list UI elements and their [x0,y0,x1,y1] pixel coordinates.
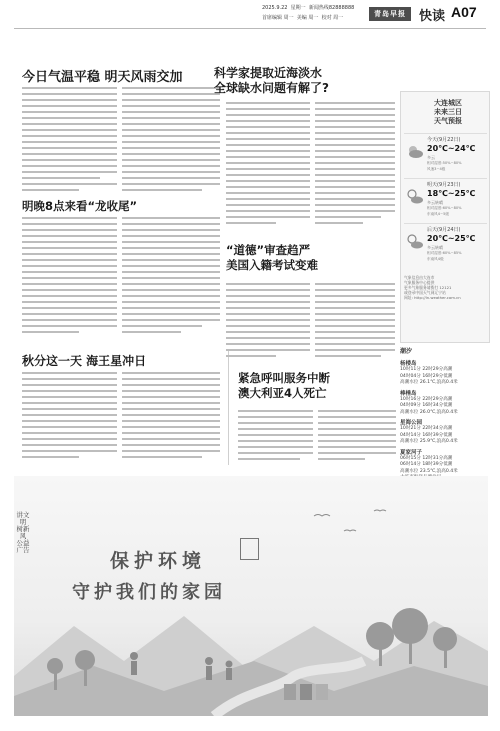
weather-title-line-3: 天气预报 [434,117,462,125]
partly-sunny-icon [405,187,425,207]
tide-row: 高潮水位 25.9℃,浪高0.4米 [400,439,458,444]
article-5-body-col-2 [315,283,395,365]
newspaper-logo: 青岛早报 [369,7,411,21]
weather-condition: 多云转晴 [427,245,443,250]
weather-source-line: 气象服务中心提供 [404,280,435,285]
article-5-title [226,243,318,273]
ad-seal-stamp [240,538,259,560]
tide-row: 06时14分 18时39分低潮 [400,462,453,467]
tide-row: 高潮水位 26.1℃,浪高0.4米 [400,380,458,385]
tide-row: 04时14分 16时39分低潮 [400,432,453,438]
weather-humidity: 相对湿度:50%~80% [427,161,462,165]
weather-source-line: 更多气象服务请拨打 12121 [404,285,452,290]
tide-row: 06时15分 12时31分高潮 [400,455,453,461]
weather-title-line-1: 大连城区 [434,99,462,107]
page-number: A07 [451,4,477,20]
weather-temp: 20℃~25℃ [427,234,476,243]
weather-source [404,275,487,300]
article-1-body-col-2 [122,87,220,197]
tide-row: 10时11分 22时29分高潮 [400,367,453,372]
header-rule [14,28,486,29]
article-5-title-line-2: 美国入籍考试变难 [226,258,318,272]
weather-day-label: 明天(9月23日) [427,182,461,188]
header-meta-line-1: 2025.9.22 星期一 新闻热线82888888 [262,5,355,11]
article-6-title-line-1: 紧急呼叫服务中断 [238,371,330,385]
article-2-body-col-2 [122,217,220,342]
ad-title-line-1: 保护环境 [110,550,207,572]
partly-sunny-icon [405,232,425,252]
weather-humidity: 相对湿度:60%~80% [427,206,462,210]
weather-temp: 18℃~25℃ [427,189,476,198]
weather-temp: 20℃~24℃ [427,144,476,153]
article-4-body-col-2 [315,102,395,230]
tide-table [400,346,490,488]
weather-wind: 东南风4级 [427,257,444,261]
tide-row: 04时04分 16时29分低潮 [400,373,453,379]
article-6-title-line-2: 澳大利亚4人死亡 [238,386,327,400]
weather-source-line: 或登录中国天气网辽宁站 [404,290,446,295]
ad-side-caption: 讲文明 树新风 公益广告 [16,511,30,554]
tide-row: 高潮水位 23.5℃,浪高0.4米 [400,468,458,474]
tide-row: 高潮水位 26.0℃,浪高0.4米 [400,409,458,415]
weather-day-after-tomorrow [404,223,487,268]
tide-row: 04时09分 16时34分低潮 [400,403,453,408]
article-3-title: 秋分这一天 海王星冲日 [22,354,147,368]
article-1-body-col-1 [22,87,117,197]
article-6-body-col-2 [318,410,396,466]
weather-source-line: 网址: http://ln.weather.com.cn [404,295,461,300]
weather-day-tomorrow [404,178,487,223]
weather-forecast-box [400,91,490,343]
article-1-title: 今日气温平稳 明天风雨交加 [22,70,183,85]
weather-title-line-2: 未来三日 [434,108,462,116]
section-name: 快读 [419,9,446,24]
tide-port-name: 杨楼岛 [400,361,417,367]
cloudy-icon [405,142,425,162]
weather-humidity: 相对湿度:60%~85% [427,251,462,255]
weather-source-line: 气象信息由大连市 [404,275,435,280]
article-4-body-col-1 [226,102,310,230]
article-6-body-col-1 [238,410,313,466]
weather-day-label: 今天(9月22日) [427,137,461,143]
article-3-body-col-2 [122,372,220,464]
article-3-body-col-1 [22,372,117,464]
article-6-title [238,371,330,401]
tide-port-name: 星海公园 [400,420,423,426]
tide-heading: 潮汐 [400,348,413,355]
weather-condition: 多云 [427,155,435,160]
tide-port-name: 夏家河子 [400,449,423,456]
tide-port-name: 棒棰岛 [400,390,417,397]
ad-title-line-2: 守护我们的家园 [72,582,226,603]
article-5-title-line-1: “道德”审查趋严 [226,243,311,257]
weather-title [417,99,479,126]
tide-row: 10时16分 22时29分高潮 [400,396,453,402]
weather-day-label: 后天(9月24日) [427,227,461,233]
weather-day-today [404,133,487,178]
article-4-title-line-1: 科学家提取近海淡水 [214,66,323,80]
weather-wind: 东南风4~5级 [427,212,449,216]
article-2-title: 明晚8点来看“龙收尾” [22,199,138,213]
article-4-title-line-2: 全球缺水问题有解了? [214,81,329,95]
article-2-body-col-1 [22,217,117,342]
weather-condition: 多云转晴 [427,200,443,205]
weather-wind: 风速3~4级 [427,167,446,171]
article-4-title [214,66,329,96]
tide-row: 10时21分 22时34分高潮 [400,426,453,431]
column-divider [228,350,229,465]
header-meta-line-2: 首席编辑 周一 美编 周一 校对 周一 [262,15,344,21]
article-5-body-col-1 [226,283,310,365]
